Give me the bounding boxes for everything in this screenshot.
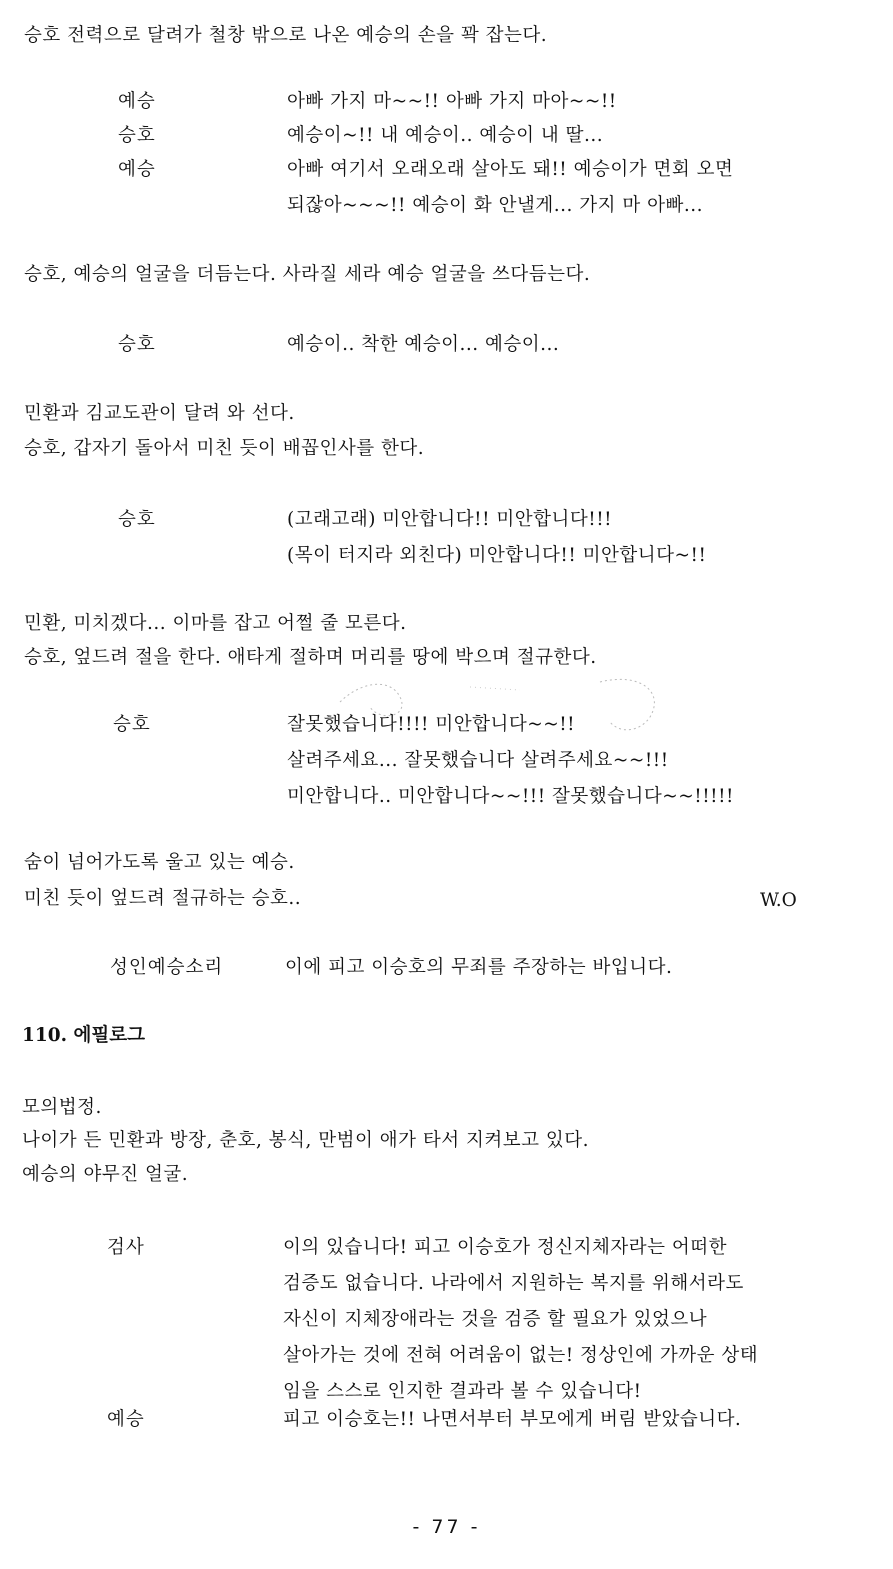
- page-number: - 77 -: [412, 1516, 481, 1538]
- action-line: 예승의 야무진 얼굴.: [22, 1164, 189, 1185]
- dialogue-text: [287, 118, 603, 154]
- speaker-name: 승호: [118, 125, 156, 146]
- speaker-name: 승호: [118, 334, 156, 355]
- action-line: 숨이 넘어가도록 울고 있는 예승.: [24, 852, 295, 873]
- dialogue-line: 임을 스스로 인지한 결과라 볼 수 있습니다!: [283, 1381, 642, 1402]
- dialogue-text: [287, 84, 617, 120]
- scene-heading: 110. 에필로그: [22, 1025, 145, 1046]
- dialogue-line: 살아가는 것에 전혀 어려움이 없는! 정상인에 가까운 상태: [283, 1345, 759, 1366]
- dialogue-text: [287, 707, 734, 815]
- speaker-name: 예승: [118, 159, 156, 180]
- dialogue-line: 잘못했습니다!!!! 미안합니다~~!!: [287, 714, 576, 735]
- action-line: 모의법정.: [22, 1097, 102, 1118]
- wo-note: W.O: [760, 890, 797, 911]
- dialogue-line: 아빠 가지 마~~!! 아빠 가지 마아~~!!: [287, 91, 617, 112]
- action-line: 미친 듯이 엎드려 절규하는 승호..: [24, 888, 302, 909]
- dialogue-text: [287, 327, 559, 363]
- dialogue-text: [283, 1230, 758, 1410]
- dialogue-line: (목이 터지라 외친다) 미안합니다!! 미안합니다~!!: [287, 545, 707, 566]
- dialogue-line: 미안합니다.. 미안합니다~~!!! 잘못했습니다~~!!!!!: [287, 786, 734, 807]
- speaker-name: 예승: [107, 1409, 145, 1430]
- dialogue-line: 예승이~!! 내 예승이.. 예승이 내 딸...: [287, 125, 604, 146]
- dialogue-text: [287, 502, 706, 574]
- dialogue-line: 검증도 없습니다. 나라에서 지원하는 복지를 위해서라도: [283, 1273, 744, 1294]
- action-line: 승호, 갑자기 돌아서 미친 듯이 배꼽인사를 한다.: [24, 438, 425, 459]
- dialogue-line: 피고 이승호는!! 나면서부터 부모에게 버림 받았습니다.: [283, 1409, 742, 1430]
- speaker-name: 승호: [118, 509, 156, 530]
- action-line: 승호, 예승의 얼굴을 더듬는다. 사라질 세라 예승 얼굴을 쓰다듬는다.: [24, 264, 591, 285]
- speaker-name: 승호: [113, 714, 151, 735]
- dialogue-line: 예승이.. 착한 예승이... 예승이...: [287, 334, 560, 355]
- dialogue-line: 살려주세요... 잘못했습니다 살려주세요~~!!!: [287, 750, 669, 771]
- dialogue-text: [287, 152, 733, 224]
- action-line: 승호, 엎드려 절을 한다. 애타게 절하며 머리를 땅에 박으며 절규한다.: [24, 647, 597, 668]
- action-line: 나이가 든 민환과 방장, 춘호, 봉식, 만범이 애가 타서 지켜보고 있다.: [22, 1130, 589, 1151]
- dialogue-text: [283, 1402, 741, 1438]
- speaker-name: 검사: [107, 1237, 145, 1258]
- dialogue-line: 되잖아~~~!! 예승이 화 안낼게... 가지 마 아빠...: [287, 195, 704, 216]
- dialogue-line: (고래고래) 미안합니다!! 미안합니다!!!: [287, 509, 613, 530]
- dialogue-line: 자신이 지체장애라는 것을 검증 할 필요가 있었으나: [283, 1309, 708, 1330]
- dialogue-line: 아빠 여기서 오래오래 살아도 돼!! 예승이가 면회 오면: [287, 159, 734, 180]
- dialogue-line: 이의 있습니다! 피고 이승호가 정신지체자라는 어떠한: [283, 1237, 728, 1258]
- dialogue-text: [285, 950, 672, 986]
- action-line: 민환, 미치겠다... 이마를 잡고 어쩔 줄 모른다.: [24, 613, 407, 634]
- action-line: 승호 전력으로 달려가 철창 밖으로 나온 예승의 손을 꽉 잡는다.: [24, 25, 548, 46]
- speaker-name: 예승: [118, 91, 156, 112]
- dialogue-line: 이에 피고 이승호의 무죄를 주장하는 바입니다.: [285, 957, 673, 978]
- action-line: 민환과 김교도관이 달려 와 선다.: [24, 403, 295, 424]
- speaker-name: 성인예승소리: [110, 957, 224, 978]
